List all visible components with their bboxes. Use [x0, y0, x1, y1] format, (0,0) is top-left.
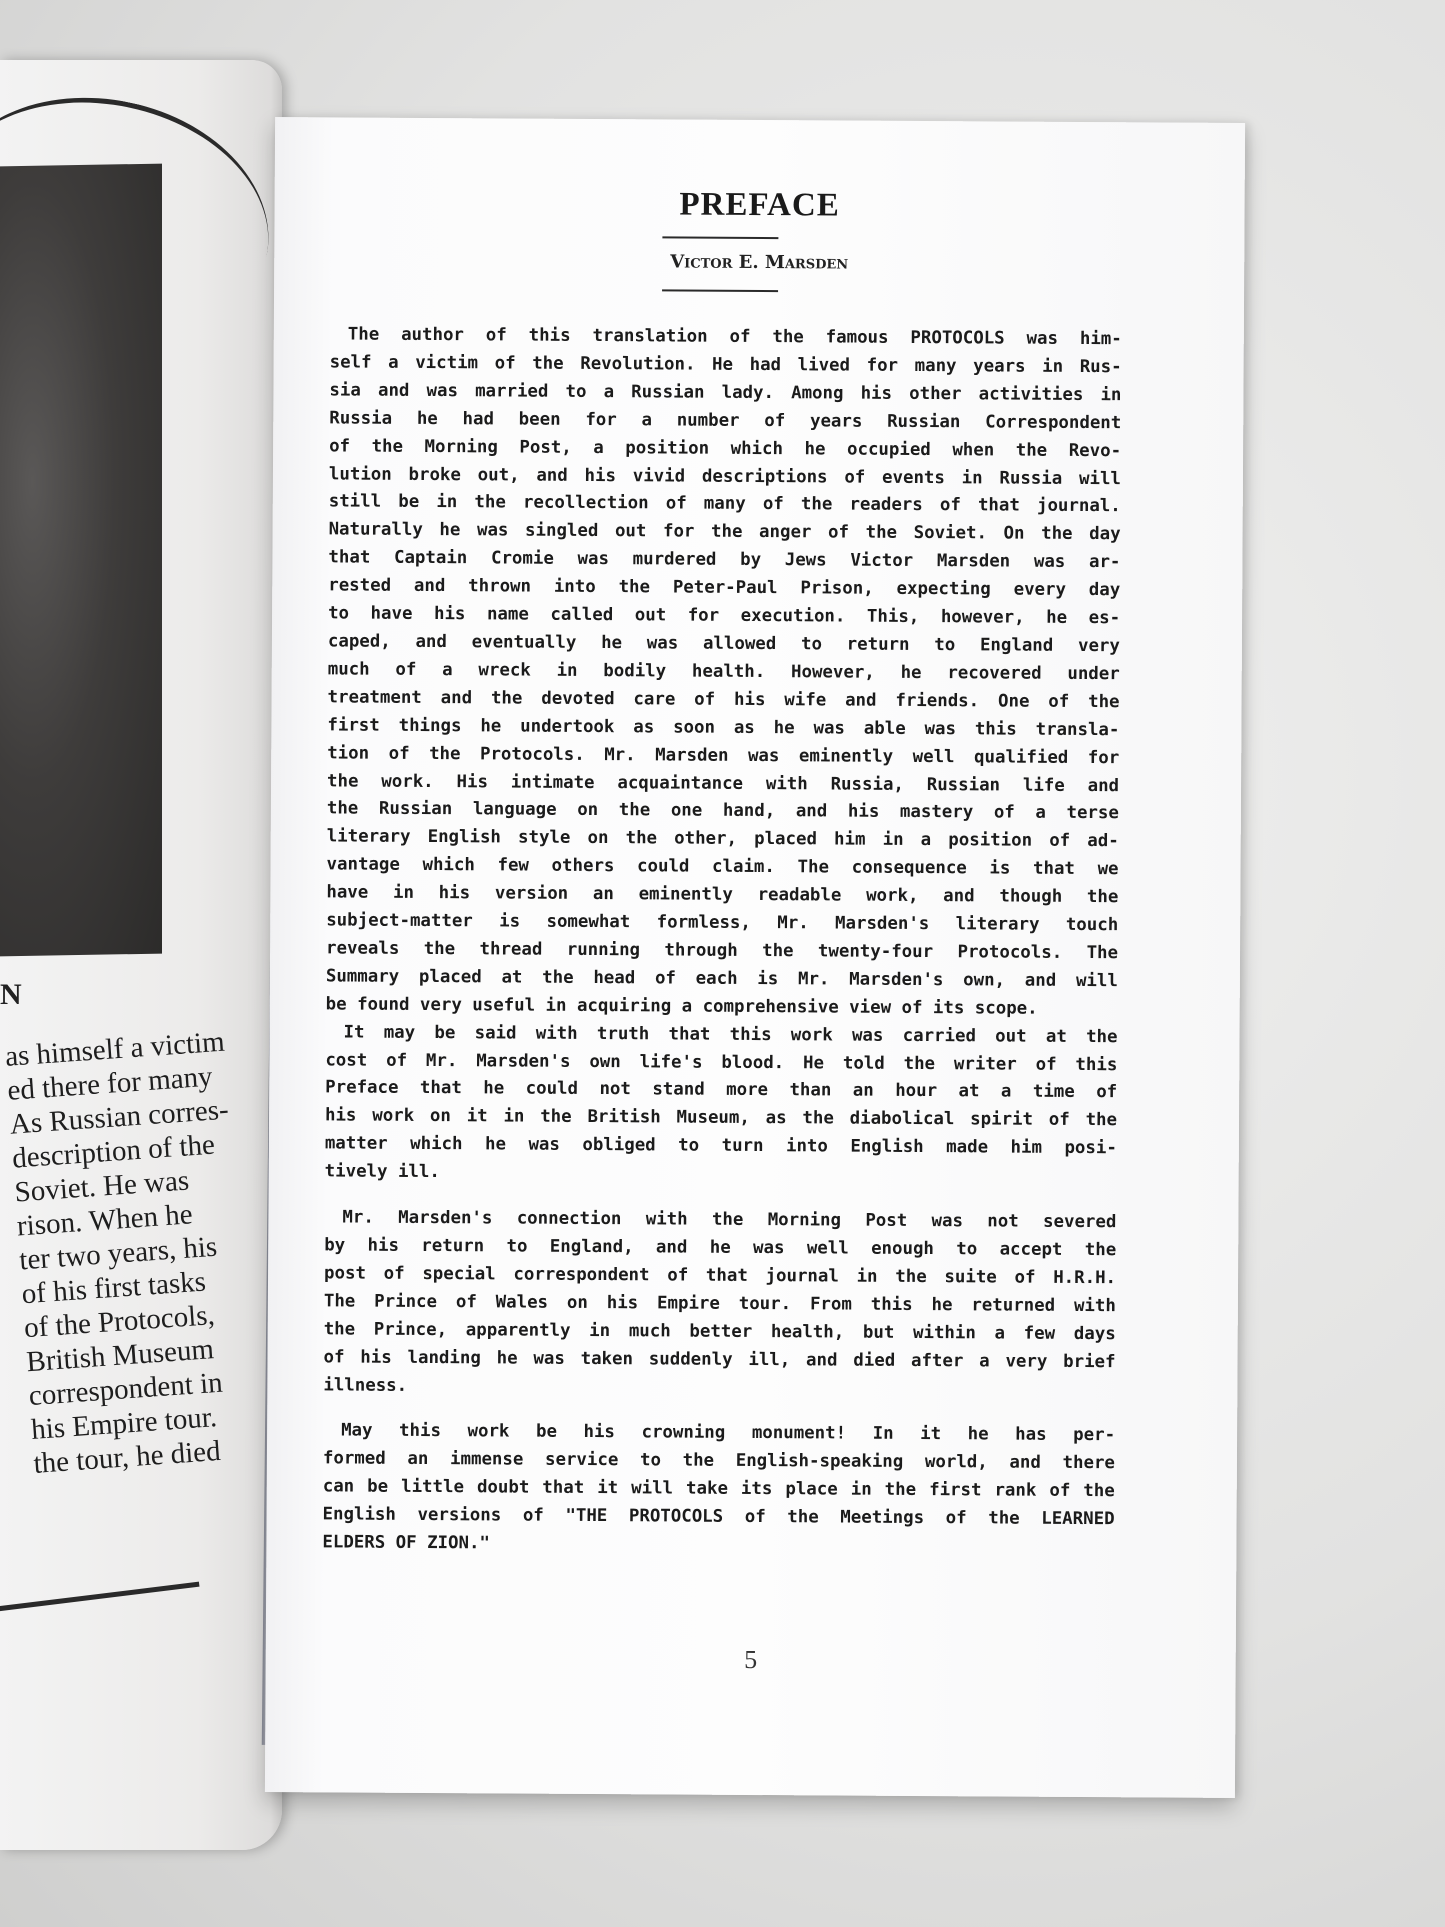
- text-line: of his landing he was taken suddenly ill, and died after a very brief: [323, 1346, 1116, 1372]
- text-line: Preface that he could not stand more than an hour at a time of: [325, 1077, 1118, 1103]
- text-line: It may be said with truth that this work was carried out at the: [343, 1022, 1118, 1047]
- text-line: formed an immense service to the English-speaking world, and there: [322, 1448, 1115, 1474]
- left-page-text: [4, 1024, 259, 1481]
- text-line: first things he undertook as soon as he was able was this transla-: [327, 715, 1120, 740]
- text-line: illness.: [323, 1374, 408, 1396]
- text-line: treatment and the devoted care of his wife and friends. One of the: [327, 687, 1120, 713]
- left-page-heading: N: [0, 978, 22, 1011]
- left-page-line: Soviet. He was: [13, 1164, 191, 1209]
- paragraph-3: [323, 1204, 1116, 1404]
- text-line: literary English style on the other, placed him in a position of ad-: [326, 826, 1119, 852]
- left-page-line: of the Protocols,: [23, 1299, 216, 1345]
- text-line: May this work be his crowning monument! In it he has per-: [341, 1420, 1116, 1446]
- left-page-line: correspondent in: [27, 1366, 224, 1413]
- text-line: The Prince of Wales on his Empire tour. From this he returned with: [323, 1291, 1116, 1317]
- left-page-line: rison. When he: [15, 1198, 194, 1243]
- text-line: tively ill.: [324, 1161, 440, 1183]
- text-line: have in his version an eminently readable work, and though the: [326, 882, 1119, 908]
- right-page: [265, 117, 1245, 1798]
- text-line: the work. His intimate acquaintance with Russia, Russian life and: [327, 770, 1120, 796]
- text-line: matter which he was obliged to turn into English made him posi-: [324, 1133, 1117, 1159]
- paragraph-1: [326, 321, 1122, 1023]
- portrait-photo: [0, 164, 162, 957]
- paragraph-2: [325, 1019, 1118, 1191]
- text-line: self a victim of the Revolution. He had lived for many years in Rus-: [329, 352, 1122, 378]
- text-line: by his return to England, and he was well enough to accept the: [324, 1235, 1117, 1261]
- text-line: Russia he had been for a number of years Russian Correspondent: [329, 408, 1122, 433]
- left-page-line: his Empire tour.: [30, 1401, 219, 1447]
- text-line: Mr. Marsden's connection with the Morning Post was not severed: [342, 1207, 1117, 1233]
- text-line: rested and thrown into the Peter-Paul Prison, expecting every day: [328, 575, 1121, 601]
- text-line: can be little doubt that it will take its place in the first rank of the: [322, 1476, 1115, 1502]
- left-page-line: of his first tasks: [20, 1265, 207, 1311]
- text-line: of the Morning Post, a position which he occupied when the Revo-: [329, 436, 1122, 461]
- left-page-line: as himself a victim: [4, 1025, 226, 1073]
- page-number: 5: [744, 1644, 758, 1675]
- left-page-line: the tour, he died: [32, 1434, 222, 1480]
- text-line: The author of this translation of the famous PROTOCOLS was him-: [347, 324, 1122, 350]
- text-line: that Captain Cromie was murdered by Jews Victor Marsden was ar-: [328, 547, 1121, 573]
- text-line: post of special correspondent of that journal in the suite of H.R.H.: [324, 1263, 1117, 1289]
- text-line: the Prince, apparently in much better health, but within a few days: [323, 1319, 1116, 1344]
- text-line: vantage which few others could claim. The consequence is that we: [326, 854, 1119, 880]
- text-line: lution broke out, and his vivid descriptions of events in Russia will: [328, 463, 1121, 489]
- text-line: sia and was married to a Russian lady. Among his other activities in: [329, 380, 1122, 406]
- text-line: ELDERS OF ZION.": [322, 1532, 491, 1554]
- text-line: the Russian language on the one hand, and his mastery of a terse: [326, 798, 1119, 824]
- text-line: his work on it in the British Museum, as the diabolical spirit of the: [324, 1105, 1118, 1131]
- left-page-line: As Russian corres-: [8, 1093, 230, 1141]
- text-line: caped, and eventually he was allowed to return to England very: [327, 631, 1120, 657]
- left-page-rule: [0, 1582, 199, 1614]
- left-page-line: British Museum: [25, 1333, 215, 1379]
- text-line: cost of Mr. Marsden's own life's blood. He told the writer of this: [325, 1049, 1118, 1075]
- text-line: English versions of "THE PROTOCOLS of the Meetings of the LEARNED: [322, 1504, 1115, 1530]
- text-line: Naturally he was singled out for the anger of the Soviet. On the day: [328, 519, 1121, 545]
- text-line: to have his name called out for execution. This, however, he es-: [328, 603, 1121, 629]
- text-line: much of a wreck in bodily health. However, he recovered under: [327, 659, 1120, 685]
- left-page-line: description of the: [11, 1128, 216, 1175]
- left-page-line: ter two years, his: [18, 1230, 219, 1277]
- title-rule-bottom: [662, 289, 778, 292]
- text-line: reveals the thread running through the twenty-four Protocols. The: [325, 938, 1119, 964]
- paragraph-4: [322, 1418, 1115, 1562]
- text-line: be found very useful in acquiring a comprehensive view of its scope.: [325, 994, 1038, 1019]
- text-line: tion of the Protocols. Mr. Marsden was eminently well qualified for: [327, 742, 1120, 768]
- left-page: [0, 60, 282, 1850]
- left-page-line: ed there for many: [6, 1060, 214, 1107]
- text-line: subject-matter is somewhat formless, Mr. Marsden's literary touch: [326, 910, 1119, 936]
- title-rule-top: [662, 236, 778, 239]
- text-line: still be in the recollection of many of the readers of that journal.: [328, 491, 1121, 517]
- preface-body: [322, 321, 1122, 1562]
- author-byline: Victor E. Marsden: [670, 251, 849, 274]
- text-line: Summary placed at the head of each is Mr. Marsden's own, and will: [325, 966, 1118, 992]
- page-title: PREFACE: [679, 186, 840, 224]
